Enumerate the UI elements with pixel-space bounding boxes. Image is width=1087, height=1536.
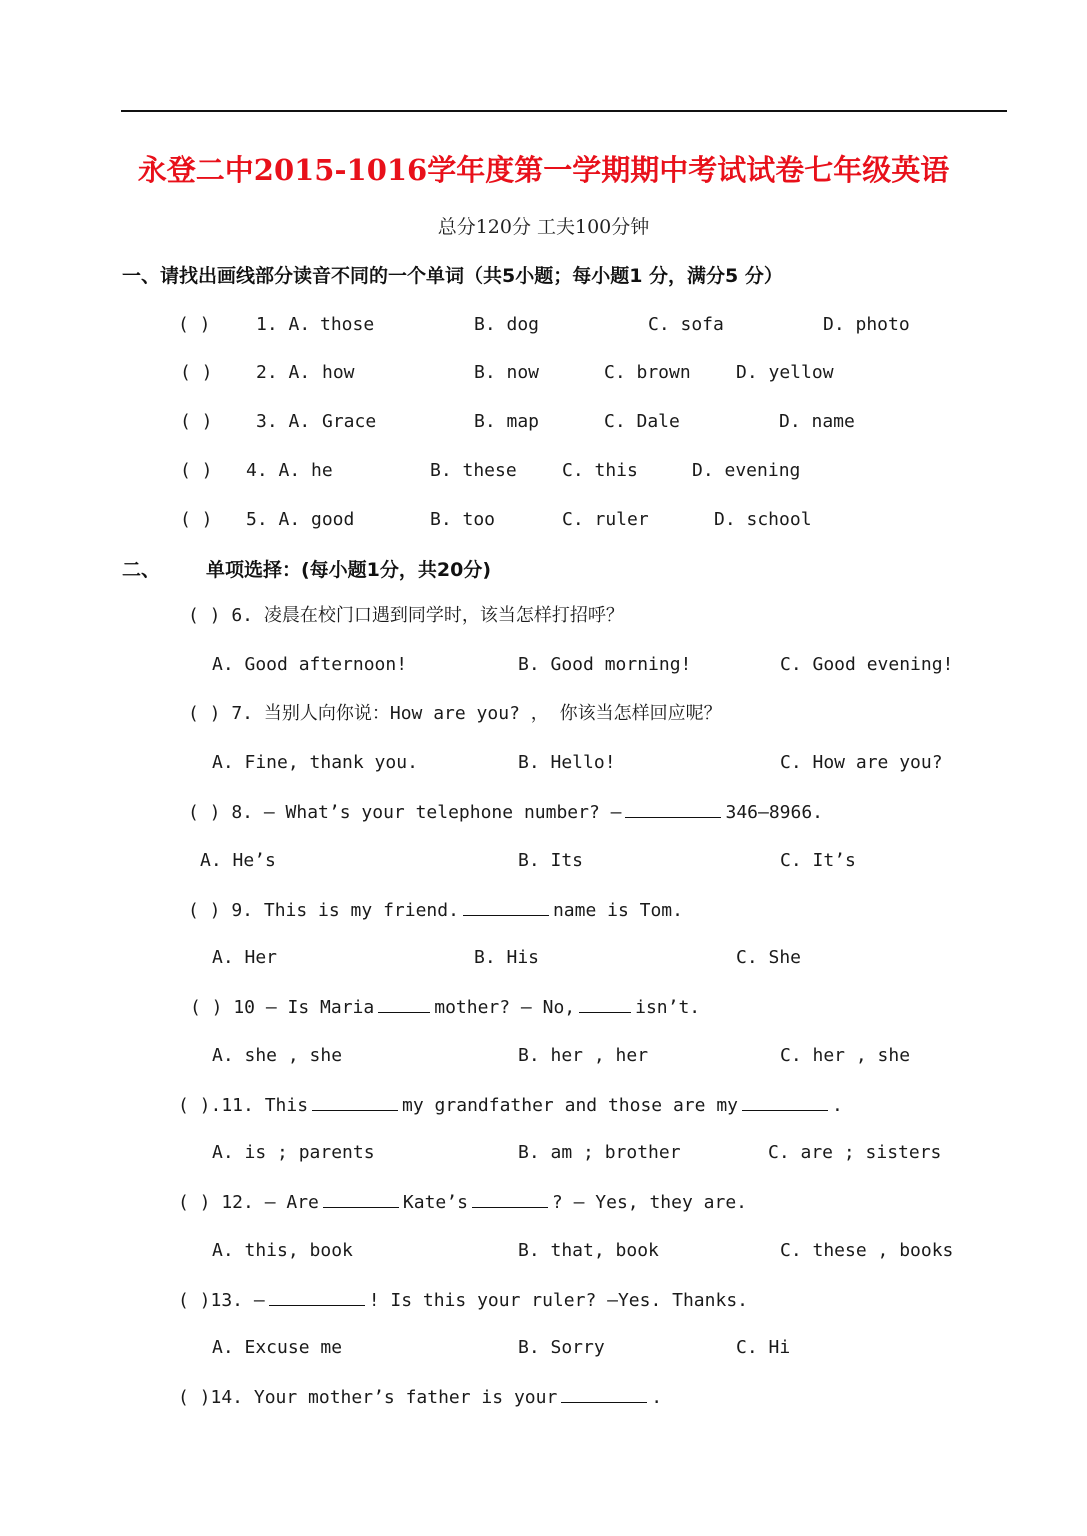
answer-blank[interactable] (625, 799, 721, 818)
option-d: D. school (714, 509, 812, 530)
option-c: C. these , books (780, 1240, 954, 1261)
option-a: how (322, 362, 355, 383)
option-a: Grace (322, 411, 377, 432)
question-text-mid: Kate’s (402, 1192, 468, 1213)
answer-blank[interactable] (463, 897, 549, 916)
question-text-mid: my grandfather and those are my (402, 1095, 738, 1116)
question-text-end: ! Is this your ruler? —Yes. Thanks. (368, 1290, 748, 1311)
option-c: C. It’s (780, 850, 856, 871)
answer-paren[interactable]: ( ) (180, 509, 213, 530)
option-b: B. map (474, 411, 540, 432)
question-number: 1. A. (256, 314, 311, 335)
question-text: ( ) 8. — What’s your telephone number? — (188, 802, 622, 823)
question-number: 4. A. (246, 460, 301, 481)
option-c: C. Hi (736, 1337, 791, 1358)
option-b: B. dog (474, 314, 540, 335)
answer-blank-2[interactable] (579, 994, 631, 1013)
question-text: ( ) 10 — Is Maria (190, 997, 375, 1018)
option-b: B. Good morning! (518, 654, 692, 675)
option-c: C. are ; sisters (768, 1142, 942, 1163)
question-number: 2. A. (256, 362, 311, 383)
question-text: ( )14. Your mother’s father is your (178, 1387, 558, 1408)
option-a: A. Fine, thank you. (212, 752, 418, 773)
question-text: ( ) 9. This is my friend. (188, 900, 459, 921)
option-a: A. she , she (212, 1045, 343, 1066)
question-text-end: . (651, 1387, 663, 1408)
option-a: A. Her (212, 947, 278, 968)
option-b: B. too (430, 509, 496, 530)
question-number: 3. A. (256, 411, 311, 432)
question-number: 5. A. (246, 509, 301, 530)
question-text-end: isn’t. (635, 997, 701, 1018)
option-c: C. sofa (648, 314, 724, 335)
option-c: C. her , she (780, 1045, 911, 1066)
answer-paren[interactable]: ( ) (178, 314, 211, 335)
option-a: A. Excuse me (212, 1337, 343, 1358)
header-rule (121, 110, 1007, 112)
option-d: D. name (779, 411, 855, 432)
answer-paren[interactable]: ( ) (180, 411, 213, 432)
page-title: 永登二中2015-1016学年度第一学期期中考试试卷七年级英语 (137, 153, 950, 187)
answer-blank[interactable] (269, 1287, 365, 1306)
option-b: B. these (430, 460, 517, 481)
question-text: ( ) 6. 凌晨在校门口遇到同学时，该当怎样打招呼？ (188, 605, 624, 626)
option-b: B. Hello! (518, 752, 616, 773)
option-c: C. Dale (604, 411, 680, 432)
answer-blank-2[interactable] (472, 1189, 548, 1208)
answer-blank-1[interactable] (378, 994, 430, 1013)
answer-blank-1[interactable] (323, 1189, 399, 1208)
question-text: ( ).11. This (178, 1095, 309, 1116)
option-d: D. photo (823, 314, 910, 335)
option-c: C. How are you? (780, 752, 943, 773)
option-c: C. Good evening! (780, 654, 954, 675)
question-text-end: . (832, 1095, 843, 1116)
option-a: A. Good afternoon! (212, 654, 408, 675)
option-a: good (311, 509, 355, 530)
answer-blank-1[interactable] (312, 1092, 398, 1111)
answer-blank[interactable] (561, 1384, 647, 1403)
question-text-end: 346—8966. (725, 802, 824, 823)
option-c: C. this (562, 460, 638, 481)
section2-heading: 单项选择：(每小题1分，共20分) (206, 559, 492, 581)
option-b: B. her , her (518, 1045, 649, 1066)
option-a: A. is ; parents (212, 1142, 375, 1163)
option-a: A. He’s (200, 850, 276, 871)
question-text: ( ) 7. 当别人向你说：How are you? ， 你该当怎样回应呢？ (188, 703, 722, 724)
option-a: those (320, 314, 375, 335)
question-text-end: name is Tom. (552, 900, 683, 921)
option-d: D. yellow (736, 362, 834, 383)
option-c: C. She (736, 947, 802, 968)
question-text: ( )13. — (178, 1290, 265, 1311)
option-b: B. Its (518, 850, 584, 871)
option-b: B. that, book (518, 1240, 659, 1261)
page-subtitle: 总分120分 工夫100分钟 (437, 216, 650, 238)
question-text: ( ) 12. — Are (178, 1192, 319, 1213)
question-text-end: ? — Yes, they are. (551, 1192, 747, 1213)
option-b: B. Sorry (518, 1337, 605, 1358)
option-a: he (311, 460, 333, 481)
option-c: C. ruler (562, 509, 649, 530)
answer-blank-2[interactable] (742, 1092, 828, 1111)
answer-paren[interactable]: ( ) (180, 460, 213, 481)
section2-number: 二、 (122, 559, 161, 581)
question-text-mid: mother? — No, (434, 997, 576, 1018)
section1-heading: 一、请找出画线部分读音不同的一个单词（共5小题；每小题1 分，满分5 分） (122, 265, 783, 287)
option-b: B. now (474, 362, 540, 383)
option-c: C. brown (604, 362, 691, 383)
option-a: A. this, book (212, 1240, 353, 1261)
option-b: B. His (474, 947, 540, 968)
answer-paren[interactable]: ( ) (180, 362, 213, 383)
option-d: D. evening (692, 460, 801, 481)
option-b: B. am ; brother (518, 1142, 681, 1163)
